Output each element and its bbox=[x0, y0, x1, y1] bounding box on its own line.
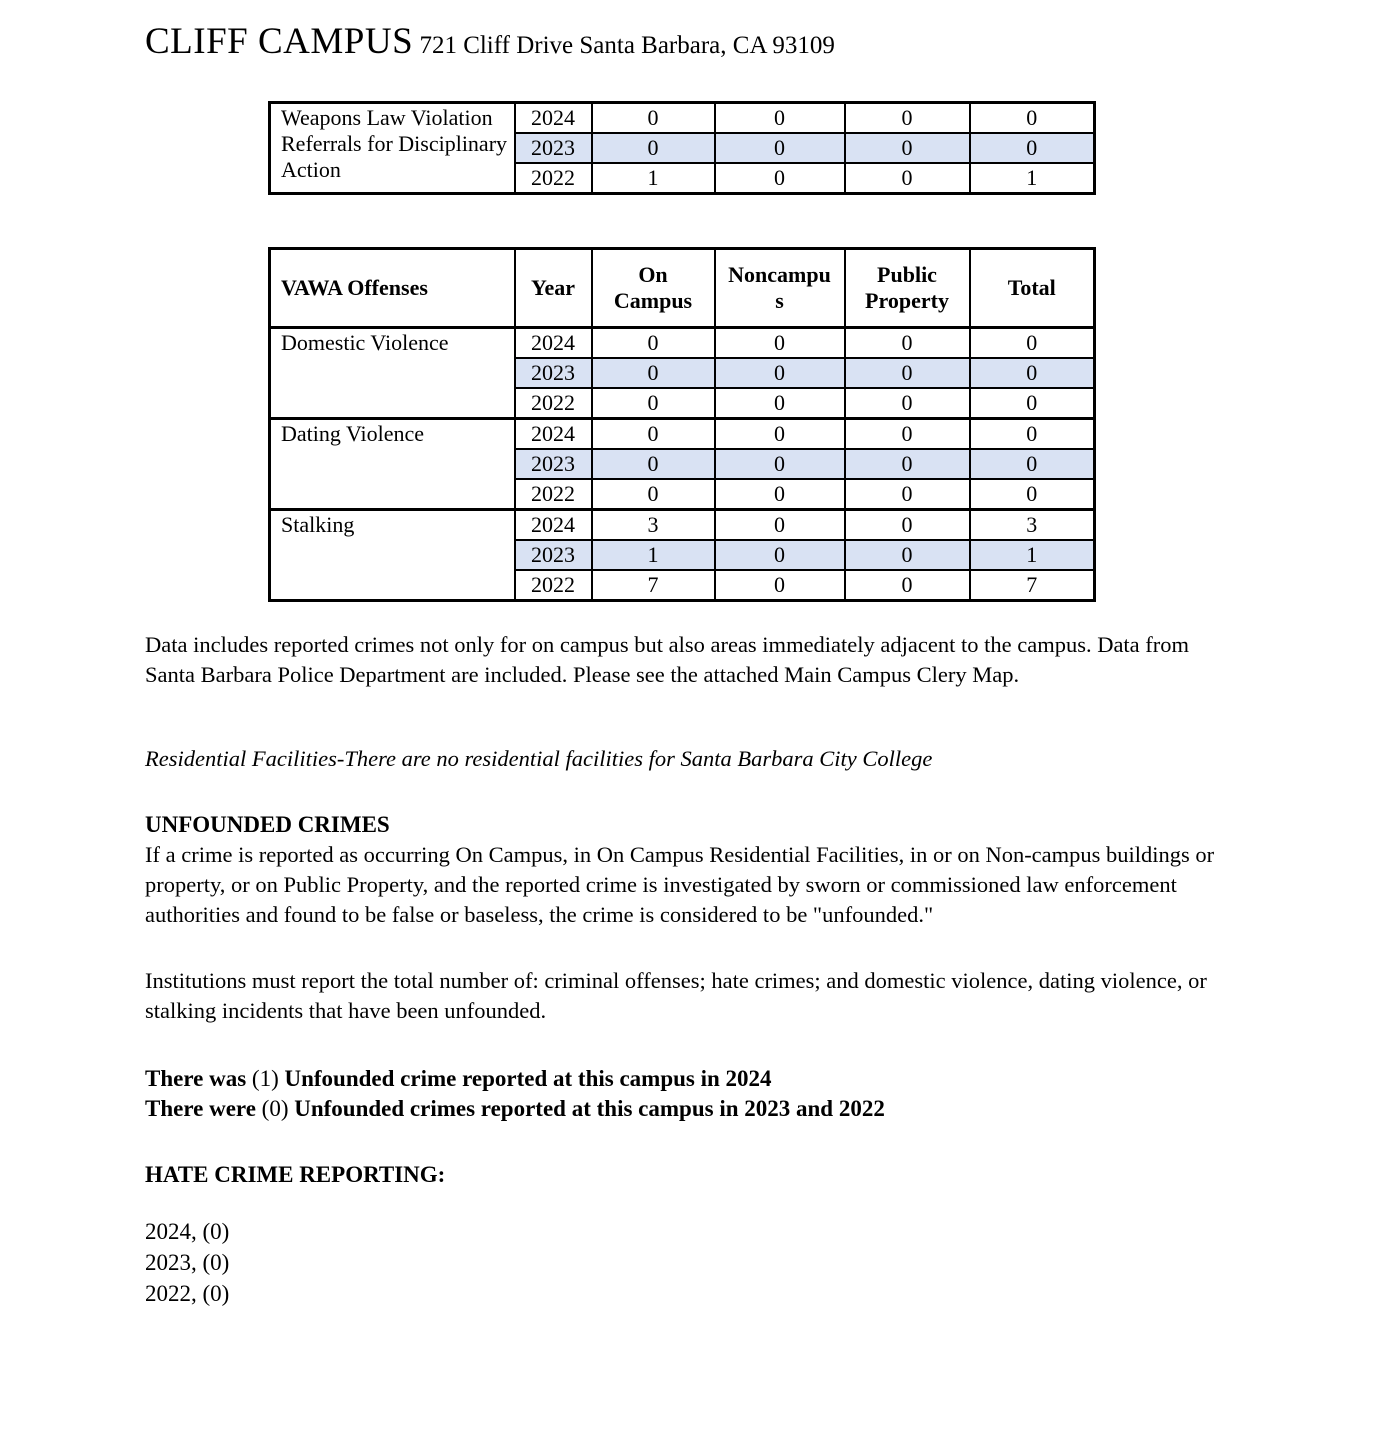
count-cell: 0 bbox=[845, 358, 970, 388]
year-cell: 2023 bbox=[515, 540, 592, 570]
count-cell: 0 bbox=[970, 479, 1095, 510]
count-cell: 0 bbox=[715, 449, 845, 479]
count-cell: 0 bbox=[970, 388, 1095, 419]
unfounded-count-2023-2022-line bbox=[145, 1094, 1236, 1124]
count-cell: 1 bbox=[970, 163, 1095, 194]
count-cell: 0 bbox=[845, 388, 970, 419]
count-cell: 7 bbox=[592, 570, 715, 601]
count-cell: 0 bbox=[715, 328, 845, 359]
year-cell: 2023 bbox=[515, 133, 592, 163]
weapons-law-violation-table bbox=[268, 101, 1096, 195]
count-text: There was bbox=[145, 1066, 247, 1091]
count-cell: 7 bbox=[970, 570, 1095, 601]
count-cell: 0 bbox=[592, 419, 715, 450]
count-cell: 0 bbox=[715, 540, 845, 570]
count-cell: 0 bbox=[715, 510, 845, 541]
count-cell: 0 bbox=[970, 449, 1095, 479]
table-row bbox=[270, 328, 1095, 359]
count-cell: 0 bbox=[845, 510, 970, 541]
vawa-offenses-table bbox=[268, 247, 1096, 602]
count-cell: 0 bbox=[715, 570, 845, 601]
count-cell: 1 bbox=[592, 163, 715, 194]
count-cell: 0 bbox=[715, 103, 845, 134]
offense-label: Stalking bbox=[270, 510, 515, 601]
year-cell: 2024 bbox=[515, 103, 592, 134]
count-cell: 0 bbox=[592, 479, 715, 510]
count-cell: 0 bbox=[715, 419, 845, 450]
unfounded-definition-paragraph: If a crime is reported as occurring On Campus, in On Campus Residential Facilities, in or on Non-campus buildings or property, or on Public Property, and the reported crime is investigated by sworn or commissioned law enforcement authorities and found to be false or baseless, the crime is considered to be "unfounded." bbox=[145, 842, 1215, 927]
unfounded-counts-block bbox=[145, 1064, 1236, 1124]
count-cell: 0 bbox=[845, 103, 970, 134]
hate-crime-year-2023: 2023, (0) bbox=[145, 1250, 230, 1275]
year-cell: 2022 bbox=[515, 570, 592, 601]
count-cell: 0 bbox=[970, 419, 1095, 450]
count-cell: 0 bbox=[715, 133, 845, 163]
offense-label: Dating Violence bbox=[270, 419, 515, 510]
weapons-table-body bbox=[270, 103, 1095, 194]
count-text: Unfounded crimes reported at this campus in 2023 and 2022 bbox=[294, 1096, 885, 1121]
count-cell: 0 bbox=[845, 570, 970, 601]
count-cell: 0 bbox=[592, 358, 715, 388]
hate-crime-year-list bbox=[145, 1216, 1236, 1309]
year-cell: 2023 bbox=[515, 358, 592, 388]
year-cell: 2022 bbox=[515, 163, 592, 194]
data-note-paragraph: Data includes reported crimes not only for on campus but also areas immediately adjacent to the campus. Data from Santa Barbara Police Department are included. Please see the attached Main Campus Clery Map. bbox=[145, 632, 1190, 687]
column-header-public-property: Public Property bbox=[845, 249, 970, 328]
count-number: (0) bbox=[255, 1096, 295, 1121]
offense-label: Weapons Law Violation Referrals for Disciplinary Action bbox=[270, 103, 515, 194]
column-header-total: Total bbox=[970, 249, 1095, 328]
year-cell: 2024 bbox=[515, 510, 592, 541]
page-title bbox=[145, 20, 1236, 63]
count-cell: 0 bbox=[970, 133, 1095, 163]
column-header-on-campus: On Campus bbox=[592, 249, 715, 328]
institutions-report-paragraph: Institutions must report the total number of: criminal offenses; hate crimes; and domestic violence, dating violence, or stalking incidents that have been unfounded. bbox=[145, 968, 1207, 1023]
hate-crime-year-2024: 2024, (0) bbox=[145, 1219, 230, 1244]
table-row bbox=[270, 419, 1095, 450]
count-cell: 0 bbox=[592, 449, 715, 479]
year-cell: 2022 bbox=[515, 479, 592, 510]
year-cell: 2022 bbox=[515, 388, 592, 419]
year-cell: 2023 bbox=[515, 449, 592, 479]
vawa-table-body bbox=[270, 328, 1095, 601]
count-cell: 0 bbox=[845, 419, 970, 450]
year-cell: 2024 bbox=[515, 419, 592, 450]
count-cell: 0 bbox=[592, 328, 715, 359]
column-header-noncampus: Noncampus bbox=[715, 249, 845, 328]
count-cell: 3 bbox=[592, 510, 715, 541]
count-cell: 0 bbox=[845, 479, 970, 510]
count-cell: 0 bbox=[970, 358, 1095, 388]
count-cell: 0 bbox=[592, 103, 715, 134]
count-cell: 1 bbox=[592, 540, 715, 570]
column-header-year: Year bbox=[515, 249, 592, 328]
table-row bbox=[270, 103, 1095, 134]
count-cell: 0 bbox=[970, 103, 1095, 134]
count-cell: 0 bbox=[845, 133, 970, 163]
count-cell: 0 bbox=[845, 540, 970, 570]
count-cell: 0 bbox=[715, 163, 845, 194]
count-number: (1) bbox=[246, 1066, 285, 1091]
hate-crime-year-2022: 2022, (0) bbox=[145, 1281, 230, 1306]
hate-crime-reporting-heading: HATE CRIME REPORTING: bbox=[145, 1162, 446, 1187]
count-cell: 0 bbox=[845, 449, 970, 479]
count-cell: 0 bbox=[592, 133, 715, 163]
campus-address: 721 Cliff Drive Santa Barbara, CA 93109 bbox=[419, 32, 835, 59]
count-cell: 0 bbox=[715, 358, 845, 388]
table-row bbox=[270, 510, 1095, 541]
count-cell: 3 bbox=[970, 510, 1095, 541]
column-header-vawa-offenses: VAWA Offenses bbox=[270, 249, 515, 328]
count-text: There were bbox=[145, 1096, 256, 1121]
count-cell: 1 bbox=[970, 540, 1095, 570]
offense-label: Domestic Violence bbox=[270, 328, 515, 419]
vawa-table-header bbox=[270, 249, 1095, 328]
count-cell: 0 bbox=[592, 388, 715, 419]
residential-facilities-note: Residential Facilities-There are no residential facilities for Santa Barbara City College bbox=[145, 746, 933, 771]
count-cell: 0 bbox=[845, 163, 970, 194]
unfounded-count-2024-line bbox=[145, 1064, 1236, 1094]
count-cell: 0 bbox=[845, 328, 970, 359]
count-cell: 0 bbox=[970, 328, 1095, 359]
count-text: Unfounded crime reported at this campus in 2024 bbox=[284, 1066, 772, 1091]
campus-name: CLIFF CAMPUS bbox=[145, 21, 414, 62]
year-cell: 2024 bbox=[515, 328, 592, 359]
count-cell: 0 bbox=[715, 388, 845, 419]
count-cell: 0 bbox=[715, 479, 845, 510]
unfounded-crimes-heading: UNFOUNDED CRIMES bbox=[145, 812, 390, 837]
